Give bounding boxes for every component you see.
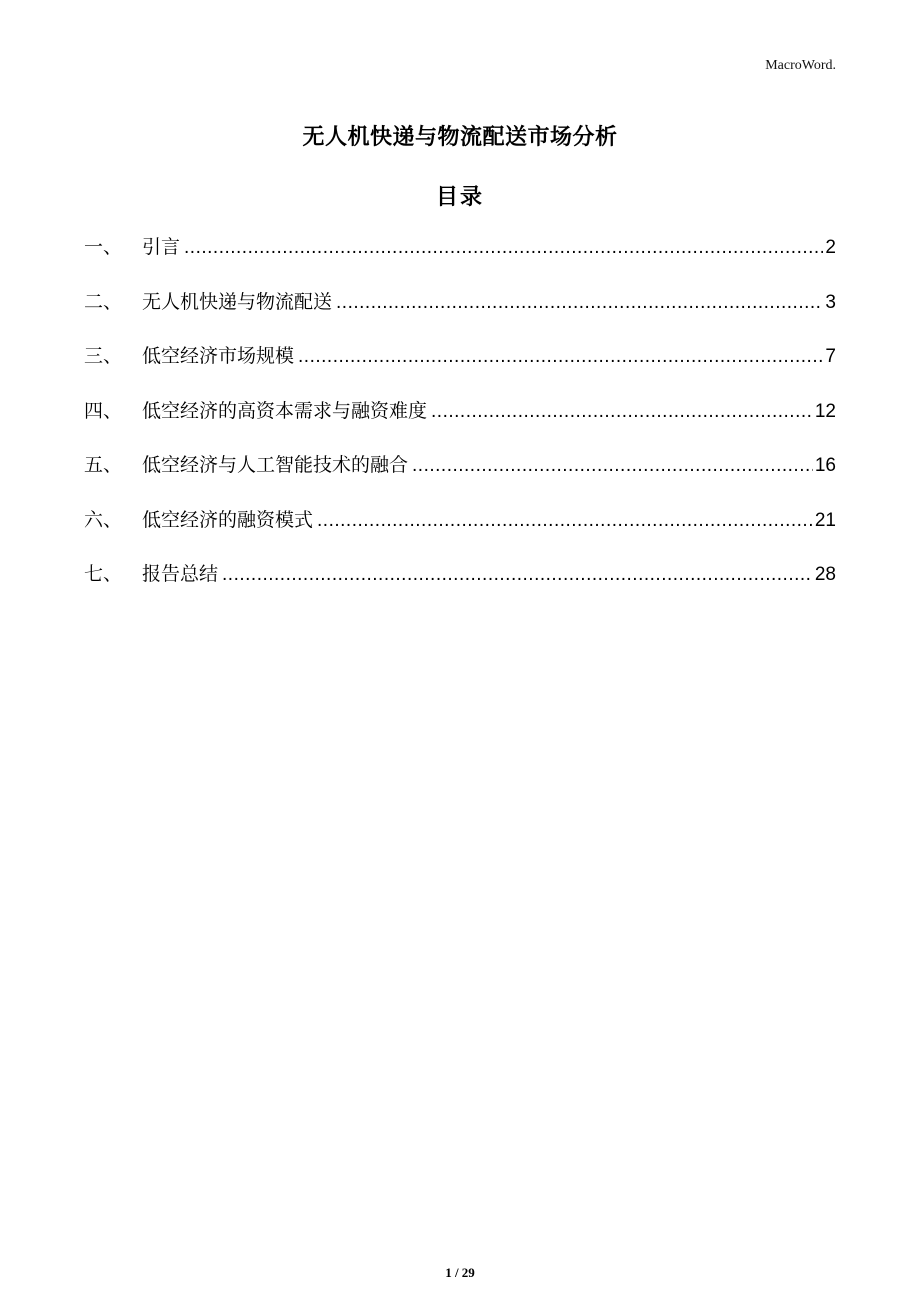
toc-entry-page: 21: [814, 509, 836, 531]
toc-entry-financing-models[interactable]: [84, 505, 836, 560]
toc-entry-page: 12: [814, 400, 836, 422]
toc-entry-introduction[interactable]: [84, 232, 836, 287]
table-of-contents: [84, 232, 836, 614]
toc-entry-number: 二、: [84, 290, 123, 313]
toc-entry-number: 四、: [84, 399, 123, 422]
toc-dot-leader: [412, 455, 813, 477]
toc-entry-number: 七、: [84, 563, 123, 585]
toc-dot-leader: [336, 292, 823, 314]
toc-entry-title: 报告总结: [142, 563, 219, 585]
toc-dot-leader: [222, 564, 813, 586]
toc-entry-summary[interactable]: [84, 559, 836, 614]
toc-entry-title: 无人机快递与物流配送: [142, 290, 333, 313]
toc-heading: 目录: [435, 185, 484, 210]
toc-entry-ai-integration[interactable]: [84, 450, 836, 505]
toc-entry-number: 五、: [84, 454, 123, 476]
toc-entry-page: 28: [814, 564, 836, 585]
document-title: 无人机快递与物流配送市场分析: [302, 125, 618, 150]
toc-entry-title: 低空经济与人工智能技术的融合: [142, 454, 409, 476]
toc-entry-title: 低空经济的高资本需求与融资难度: [142, 399, 428, 422]
toc-entry-page: 2: [825, 237, 836, 258]
toc-entry-page: 3: [825, 291, 836, 313]
toc-dot-leader: [298, 346, 823, 368]
toc-dot-leader: [317, 510, 813, 532]
toc-dot-leader: [431, 401, 813, 423]
page-number-footer: 1 / 29: [445, 1265, 475, 1280]
toc-entry-number: 三、: [84, 345, 123, 367]
toc-entry-capital-financing[interactable]: [84, 396, 836, 451]
toc-entry-number: 六、: [84, 508, 123, 531]
toc-dot-leader: [184, 237, 823, 259]
toc-entry-title: 低空经济市场规模: [142, 345, 295, 367]
header-brand: MacroWord.: [765, 58, 836, 73]
toc-entry-page: 16: [814, 455, 836, 476]
toc-entry-page: 7: [825, 346, 836, 367]
toc-entry-market-size[interactable]: [84, 341, 836, 396]
toc-entry-title: 引言: [142, 236, 181, 258]
toc-entry-number: 一、: [84, 236, 123, 258]
toc-entry-drone-delivery[interactable]: [84, 287, 836, 342]
toc-entry-title: 低空经济的融资模式: [142, 508, 314, 531]
